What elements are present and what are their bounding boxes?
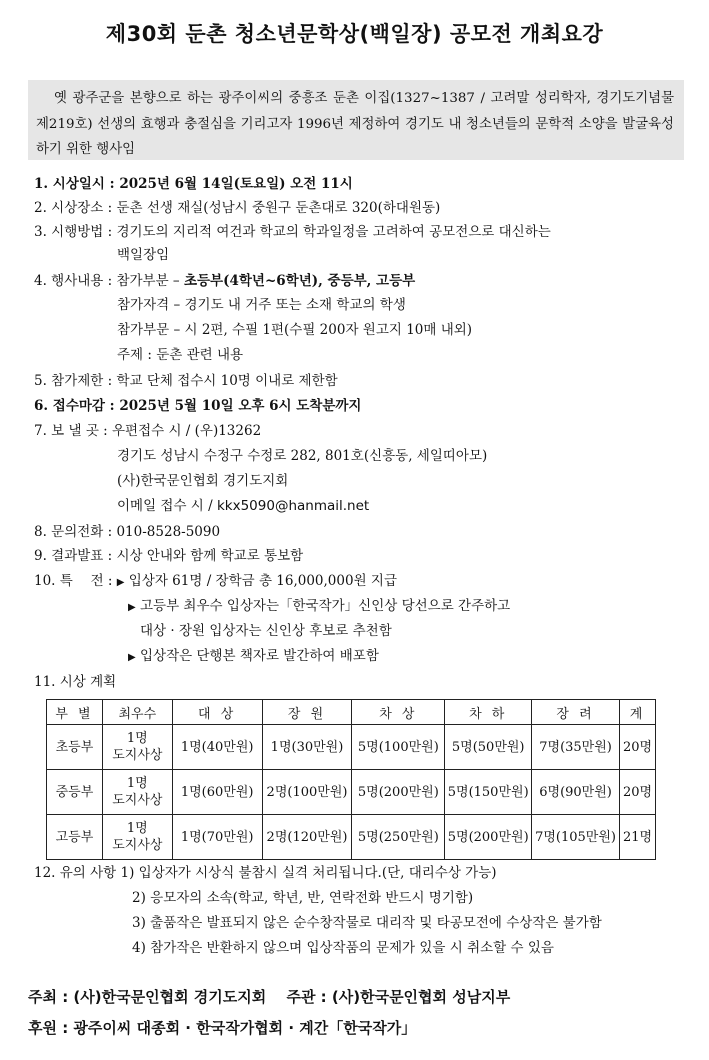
email-label: 이메일 접수 시 /	[117, 498, 217, 514]
item-10	[34, 571, 397, 593]
item-10-line2: 고등부 최우수 입상자는「한국작가」신인상 당선으로 간주하고	[140, 598, 511, 614]
item-10-line2-row	[128, 596, 510, 618]
notes-label: 12. 유의 사항	[34, 865, 121, 881]
note-4: 4) 참가작은 반환하지 않으며 입상작품의 문제가 있을 시 취소할 수 있음	[132, 940, 554, 956]
triangle-bullet-icon: ▶	[116, 577, 125, 588]
item-6-value: 2025년 5월 10일 오후 6시 도착분까지	[119, 398, 362, 414]
table-cell: 1명(30만원)	[262, 725, 352, 770]
item-2	[34, 198, 440, 218]
item-4-line4: 주제 : 둔촌 관련 내용	[117, 347, 244, 363]
table-cell: 1명 도지사상	[102, 815, 172, 860]
table-cell: 2명(100만원)	[262, 770, 352, 815]
table-cell: 5명(50만원)	[445, 725, 532, 770]
item-9-label: 9. 결과발표 :	[34, 548, 117, 564]
table-cell: 5명(150만원)	[445, 770, 532, 815]
table-cell: 5명(100만원)	[352, 725, 445, 770]
table-row	[47, 815, 656, 860]
email-address: kkx5090@hanmail.net	[216, 498, 370, 514]
item-3	[34, 222, 551, 242]
item-10-label: 10. 특 전 :	[34, 573, 117, 589]
table-cell: 5명(200만원)	[352, 770, 445, 815]
item-3-value: 경기도의 지리적 여건과 학교의 학과일정을 고려하여 공모전으로 대신하는	[116, 224, 551, 240]
table-cell: 1명 도지사상	[102, 770, 172, 815]
table-cell: 2명(120만원)	[262, 815, 352, 860]
table-cell: 5명(250만원)	[352, 815, 445, 860]
item-5-label: 5. 참가제한 :	[34, 373, 117, 389]
item-7-line3: (사)한국문인협회 경기도지회	[117, 473, 289, 489]
page-title: 제30회 둔촌 청소년문학상(백일장) 공모전 개최요강	[105, 22, 604, 46]
item-1	[34, 174, 353, 194]
table-cell: 중등부	[47, 770, 103, 815]
item-7-line4	[117, 496, 369, 516]
footer-host: 주최 : (사)한국문인협회 경기도지회 주관 : (사)한국문인협회 성남지부	[28, 988, 511, 1006]
table-cell: 고등부	[47, 815, 103, 860]
item-6	[34, 396, 361, 416]
table-cell: 1명(40만원)	[172, 725, 262, 770]
item-8-label: 8. 문의전화 :	[34, 524, 117, 540]
table-cell: 5명(200만원)	[445, 815, 532, 860]
item-2-label: 2. 시상장소 :	[34, 200, 117, 216]
table-cell: 1명(70만원)	[172, 815, 262, 860]
table-cell: 7명(105만원)	[532, 815, 620, 860]
table-cell: 20명	[619, 725, 655, 770]
table-cell: 20명	[619, 770, 655, 815]
award-table	[46, 699, 656, 860]
item-10-line4-row	[128, 646, 379, 668]
item-7	[34, 421, 261, 441]
item-7-line2: 경기도 성남시 수정구 수정로 282, 801호(신흥동, 세일띠아모)	[117, 448, 488, 464]
item-3-label: 3. 시행방법 :	[34, 224, 117, 240]
item-2-value: 둔촌 선생 재실(성남시 중원구 둔촌대로 320(하대원동)	[116, 200, 441, 216]
table-header: 부 별	[47, 700, 103, 725]
item-11: 11. 시상 계획	[34, 674, 117, 690]
item-4-line3: 참가부문 – 시 2편, 수필 1편(수필 200자 원고지 10매 내외)	[117, 322, 473, 338]
item-6-label: 6. 접수마감 :	[34, 398, 120, 414]
item-10-line4: 입상작은 단행본 책자로 발간하여 배포함	[140, 648, 379, 664]
item-5	[34, 371, 338, 391]
item-1-label: 1. 시상일시 :	[34, 176, 120, 192]
item-4-label: 4. 행사내용 :	[34, 273, 117, 289]
table-header: 장 원	[262, 700, 352, 725]
table-cell: 7명(35만원)	[532, 725, 620, 770]
item-4-value-b: 초등부(4학년~6학년), 중등부, 고등부	[183, 273, 416, 289]
note-3: 3) 출품작은 발표되지 않은 순수창작물로 대리작 및 타공모전에 수상작은 불가함	[132, 915, 602, 931]
item-4-value-a: 참가부분 –	[116, 273, 184, 289]
table-row	[47, 770, 656, 815]
table-cell: 1명(60만원)	[172, 770, 262, 815]
table-cell: 21명	[619, 815, 655, 860]
item-1-value: 2025년 6월 14일(토요일) 오전 11시	[119, 176, 353, 192]
item-10-line1: 입상자 61명 / 장학금 총 16,000,000원 지급	[128, 573, 397, 589]
table-header: 차 하	[445, 700, 532, 725]
intro-text: 옛 광주군을 본향으로 하는 광주이씨의 중흥조 둔촌 이집(1327~1387 / 고려말 성리학자, 경기도기념물 제219호) 선생의 효행과 충절심을 기리고자 1996년 제정하여 경기도 내 청소년들의 문학적 소양을 발굴육성하기 위한 행사임	[36, 91, 674, 157]
item-7-value: 우편접수 시 / (우)13262	[112, 423, 262, 439]
item-4	[34, 271, 415, 291]
note-2: 2) 응모자의 소속(학교, 학년, 반, 연락전화 반드시 명기함)	[132, 890, 474, 906]
item-8	[34, 522, 220, 542]
footer-sponsor: 후원 : 광주이씨 대종회 · 한국작가협회 · 계간「한국작가」	[28, 1019, 417, 1037]
item-7-label: 7. 보 낼 곳 :	[34, 423, 113, 439]
triangle-bullet-icon: ▶	[128, 602, 136, 613]
item-4-line2: 참가자격 – 경기도 내 거주 또는 소재 학교의 학생	[117, 297, 406, 313]
triangle-bullet-icon: ▶	[128, 652, 136, 663]
item-8-value: 010-8528-5090	[116, 524, 221, 540]
table-row	[47, 725, 656, 770]
note-1: 1) 입상자가 시상식 불참시 실격 처리됩니다.(단, 대리수상 가능)	[120, 865, 497, 881]
item-3-line2: 백일장임	[117, 247, 170, 263]
intro-box	[28, 80, 684, 160]
table-header-row	[47, 700, 656, 725]
notes-line1	[34, 863, 497, 883]
item-5-value: 학교 단체 접수시 10명 이내로 제한함	[116, 373, 338, 389]
table-cell: 초등부	[47, 725, 103, 770]
table-header: 대 상	[172, 700, 262, 725]
item-9-value: 시상 안내와 함께 학교로 통보함	[116, 548, 304, 564]
table-header: 장 려	[532, 700, 620, 725]
item-9	[34, 546, 303, 566]
table-cell: 6명(90만원)	[532, 770, 620, 815]
table-header: 차 상	[352, 700, 445, 725]
table-cell: 1명 도지사상	[102, 725, 172, 770]
table-header: 최우수	[102, 700, 172, 725]
table-header: 계	[619, 700, 655, 725]
item-10-line3: 대상 · 장원 입상자는 신인상 후보로 추천함	[140, 623, 392, 639]
